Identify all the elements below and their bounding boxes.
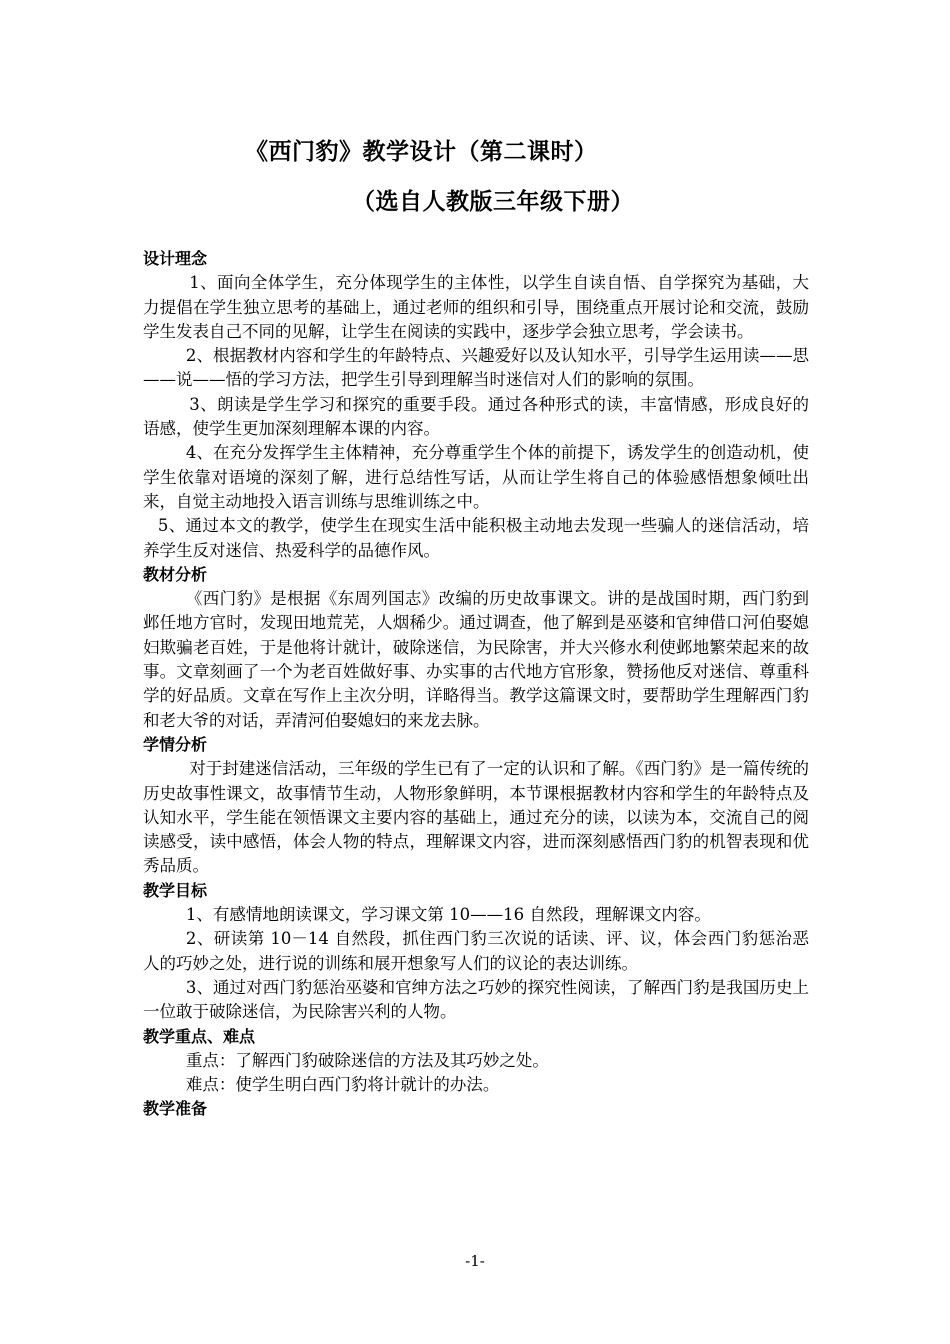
section-key-points — [143, 1025, 809, 1098]
paragraph: 难点：使学生明白西门豹将计就计的办法。 — [185, 1075, 500, 1095]
paragraph: 1、面向全体学生，充分体现学生的主体性，以学生自读自悟、自学探究为基础，大力提倡在学生独立思考的基础上，通过老师的组织和引导，围绕重点开展讨论和交流，鼓励学生发表自己不同的见解，让学生在阅读的实践中，逐步学会独立思考，学会读书。 — [143, 273, 809, 341]
document-subtitle: （选自人教版三年级下册） — [352, 189, 634, 215]
paragraph: 5、通过本文的教学，使学生在现实生活中能积极主动地去发现一些骗人的迷信活动，培养学生反对迷信、热爱科学的品德作风。 — [143, 516, 809, 560]
section-heading: 教学重点、难点 — [143, 1026, 256, 1046]
section-heading: 学情分析 — [143, 734, 208, 754]
section-heading: 教学目标 — [143, 880, 208, 900]
section-design-concept — [143, 247, 809, 563]
document-title: 《西门豹》教学设计（第二课时） — [245, 139, 598, 165]
page-number: -1- — [465, 1252, 485, 1270]
section-heading: 教材分析 — [143, 564, 208, 584]
document-body — [143, 247, 809, 1122]
paragraph: 对于封建迷信活动，三年级的学生已有了一定的认识和了解。《西门豹》是一篇传统的历史故事性课文，故事情节生动，人物形象鲜明，本节课根据教材内容和学生的年龄特点及认知水平，学生能在领悟课文主要内容的基础上，通过充分的读，以读为本，交流自己的阅读感受，读中感悟，体会人物的特点，理解课文内容，进而深刻感悟西门豹的机智表现和优秀品质。 — [143, 759, 809, 876]
section-textbook-analysis — [143, 563, 809, 733]
paragraph: 2、根据教材内容和学生的年龄特点、兴趣爱好以及认知水平，引导学生运用读——思——说——悟的学习方法，把学生引导到理解当时迷信对人们的影响的氛围。 — [143, 346, 809, 390]
section-student-analysis — [143, 733, 809, 879]
section-heading: 教学准备 — [143, 1099, 208, 1119]
paragraph: 重点：了解西门豹破除迷信的方法及其巧妙之处。 — [185, 1050, 549, 1070]
paragraph: 4、在充分发挥学生主体精神，充分尊重学生个体的前提下，诱发学生的创造动机，使学生依靠对语境的深刻了解，进行总结性写话，从而让学生将自己的体验感悟想象倾吐出来，自觉主动地投入语言训练与思维训练之中。 — [143, 443, 809, 511]
paragraph: 3、朗读是学生学习和探究的重要手段。通过各种形式的读，丰富情感，形成良好的语感，使学生更加深刻理解本课的内容。 — [143, 394, 809, 439]
paragraph: 2、研读第 10－14 自然段，抓住西门豹三次说的话读、评、议，体会西门豹惩治恶人的巧妙之处，进行说的训练和展开想象写人们的议论的表达训练。 — [143, 929, 809, 973]
paragraph: 1、有感情地朗读课文，学习课文第 10——16 自然段，理解课文内容。 — [185, 905, 711, 925]
paragraph: 《西门豹》是根据《东周列国志》改编的历史故事课文。讲的是战国时期，西门豹到邺任地方官时，发现田地荒芜，人烟稀少。通过调查，他了解到是巫婆和官绅借口河伯娶媳妇欺骗老百姓，于是他将计就计，破除迷信，为民除害，并大兴修水利使邺地繁荣起来的故事。文章刻画了一个为老百姓做好事、办实事的古代地方官形象，赞扬他反对迷信、尊重科学的好品质。文章在写作上主次分明，详略得当。教学这篇课文时，要帮助学生理解西门豹和老大爷的对话，弄清河伯娶媳妇的来龙去脉。 — [143, 589, 809, 730]
section-heading: 设计理念 — [143, 249, 208, 268]
section-teaching-preparation — [143, 1097, 809, 1121]
section-teaching-goals — [143, 879, 809, 1025]
paragraph: 3、通过对西门豹惩治巫婆和官绅方法之巧妙的探究性阅读，了解西门豹是我国历史上一位敢于破除迷信，为民除害兴利的人物。 — [143, 977, 809, 1022]
